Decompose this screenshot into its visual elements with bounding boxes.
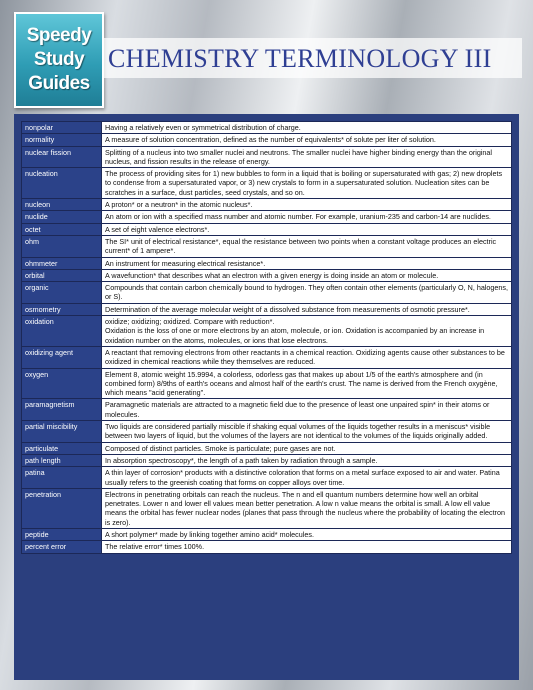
term-cell: organic xyxy=(22,282,102,304)
term-row xyxy=(22,528,512,540)
definition-cell: Two liquids are considered partially miscible if shaking equal volumes of the liquids together results in a meniscus* visible between two layers of liquid, but the volumes of the layers are not identical to the volumes of the liquids originally added. xyxy=(102,421,512,443)
definition-cell: A proton* or a neutron* in the atomic nucleus*. xyxy=(102,199,512,211)
definition-cell: A measure of solution concentration, defined as the number of equivalents* of solute per liter of solution. xyxy=(102,134,512,146)
term-row xyxy=(22,134,512,146)
term-row xyxy=(22,211,512,223)
term-row xyxy=(22,257,512,269)
definition-cell: Element 8, atomic weight 15.9994, a colorless, odorless gas that makes up about 1/5 of the earth's atmosphere and (in combined form) 8/9ths of earth's oceans and almost half of the earth's crust. The name is derived from the French oxygène, which means "acid generating". xyxy=(102,368,512,399)
definition-cell: The relative error* times 100%. xyxy=(102,541,512,553)
definition-cell: A short polymer* made by linking together amino acid* molecules. xyxy=(102,528,512,540)
term-cell: normality xyxy=(22,134,102,146)
term-cell: penetration xyxy=(22,488,102,528)
term-cell: peptide xyxy=(22,528,102,540)
term-cell: orbital xyxy=(22,269,102,281)
speedy-study-guides-logo xyxy=(14,12,104,108)
term-row xyxy=(22,368,512,399)
term-cell: nucleon xyxy=(22,199,102,211)
term-row xyxy=(22,199,512,211)
term-row xyxy=(22,454,512,466)
term-cell: osmometry xyxy=(22,303,102,315)
page-title: CHEMISTRY TERMINOLOGY III xyxy=(108,44,492,73)
term-row xyxy=(22,421,512,443)
definition-cell: An instrument for measuring electrical resistance*. xyxy=(102,257,512,269)
definition-cell: Paramagnetic materials are attracted to a magnetic field due to the presence of least one unpaired spin* in their atoms or molecules. xyxy=(102,399,512,421)
term-row xyxy=(22,467,512,489)
definition-cell: Compounds that contain carbon chemically bound to hydrogen. They often contain other elements (particularly O, N, halogens, or S). xyxy=(102,282,512,304)
term-cell: percent error xyxy=(22,541,102,553)
definition-cell: Determination of the average molecular weight of a dissolved substance from measurements of osmotic pressure*. xyxy=(102,303,512,315)
term-row xyxy=(22,122,512,134)
definition-cell: Splitting of a nucleus into two smaller nuclei and neutrons. The smaller nuclei have higher binding energy than the original nucleus, and fission results in the release of energy. xyxy=(102,146,512,168)
definition-cell: oxidize; oxidizing; oxidized. Compare with reduction*. Oxidation is the loss of one or more electrons by an atom, molecule, or ion. Oxidation is accompanied by an increase in oxidation number on the atoms, molecules, or ions that lose electrons. xyxy=(102,316,512,347)
term-row xyxy=(22,235,512,257)
term-row xyxy=(22,303,512,315)
term-cell: nuclide xyxy=(22,211,102,223)
definition-cell: In absorption spectroscopy*, the length of a path taken by radiation through a sample. xyxy=(102,454,512,466)
term-cell: nonpolar xyxy=(22,122,102,134)
term-cell: nuclear fission xyxy=(22,146,102,168)
term-row xyxy=(22,146,512,168)
term-row xyxy=(22,541,512,553)
term-cell: patina xyxy=(22,467,102,489)
term-row xyxy=(22,168,512,199)
definition-cell: A reactant that removing electrons from other reactants in a chemical reaction. Oxidizing agents cause other substances to be oxidized in chemical reactions while they themselves are reduced. xyxy=(102,346,512,368)
definition-cell: The process of providing sites for 1) new bubbles to form in a liquid that is boiling or supersaturated with gas; 2) new droplets to condense from a supersaturated vapor, or 3) new crystals to form in a supersaturated solution. Nucleation sites can be scratches in a surface, dust particles, seed crystals, and so on. xyxy=(102,168,512,199)
term-cell: ohmmeter xyxy=(22,257,102,269)
term-row xyxy=(22,269,512,281)
terminology-table xyxy=(21,121,512,554)
logo-line-2: Study xyxy=(33,49,85,70)
term-row xyxy=(22,346,512,368)
logo-line-1: Speedy xyxy=(26,25,92,46)
definition-cell: Having a relatively even or symmetrical distribution of charge. xyxy=(102,122,512,134)
term-row xyxy=(22,488,512,528)
term-cell: ohm xyxy=(22,235,102,257)
term-cell: particulate xyxy=(22,442,102,454)
term-cell: nucleation xyxy=(22,168,102,199)
term-cell: paramagnetism xyxy=(22,399,102,421)
term-row xyxy=(22,223,512,235)
term-row xyxy=(22,282,512,304)
term-row xyxy=(22,399,512,421)
definition-cell: A wavefunction* that describes what an electron with a given energy is doing inside an atom or molecule. xyxy=(102,269,512,281)
definition-cell: Electrons in penetrating orbitals can reach the nucleus. The n and ell quantum numbers determine how well an orbital penetrates. Lower n and lower ell values mean better penetration. A low n value means the orbital is small. A low ell value means the orbital has fewer nuclear nodes (planes that pass through the nucleus where the probability of locating the electron is zero). xyxy=(102,488,512,528)
definition-cell: A thin layer of corrosion* products with a distinctive coloration that forms on a metal surface exposed to air and water. Patina usually refers to the greenish coating that forms on copper alloys over time. xyxy=(102,467,512,489)
term-cell: oxygen xyxy=(22,368,102,399)
definition-cell: The SI* unit of electrical resistance*, equal the resistance between two points when a constant voltage produces an electric current* of 1 ampere*. xyxy=(102,235,512,257)
term-cell: octet xyxy=(22,223,102,235)
term-cell: path length xyxy=(22,454,102,466)
term-cell: partial miscibility xyxy=(22,421,102,443)
term-row xyxy=(22,316,512,347)
definition-cell: A set of eight valence electrons*. xyxy=(102,223,512,235)
term-cell: oxidation xyxy=(22,316,102,347)
definition-cell: Composed of distinct particles. Smoke is particulate; pure gases are not. xyxy=(102,442,512,454)
definition-cell: An atom or ion with a specified mass number and atomic number. For example, uranium-235 and carbon-14 are nuclides. xyxy=(102,211,512,223)
terminology-panel xyxy=(14,114,519,680)
term-row xyxy=(22,442,512,454)
logo-line-3: Guides xyxy=(28,73,90,94)
term-cell: oxidizing agent xyxy=(22,346,102,368)
